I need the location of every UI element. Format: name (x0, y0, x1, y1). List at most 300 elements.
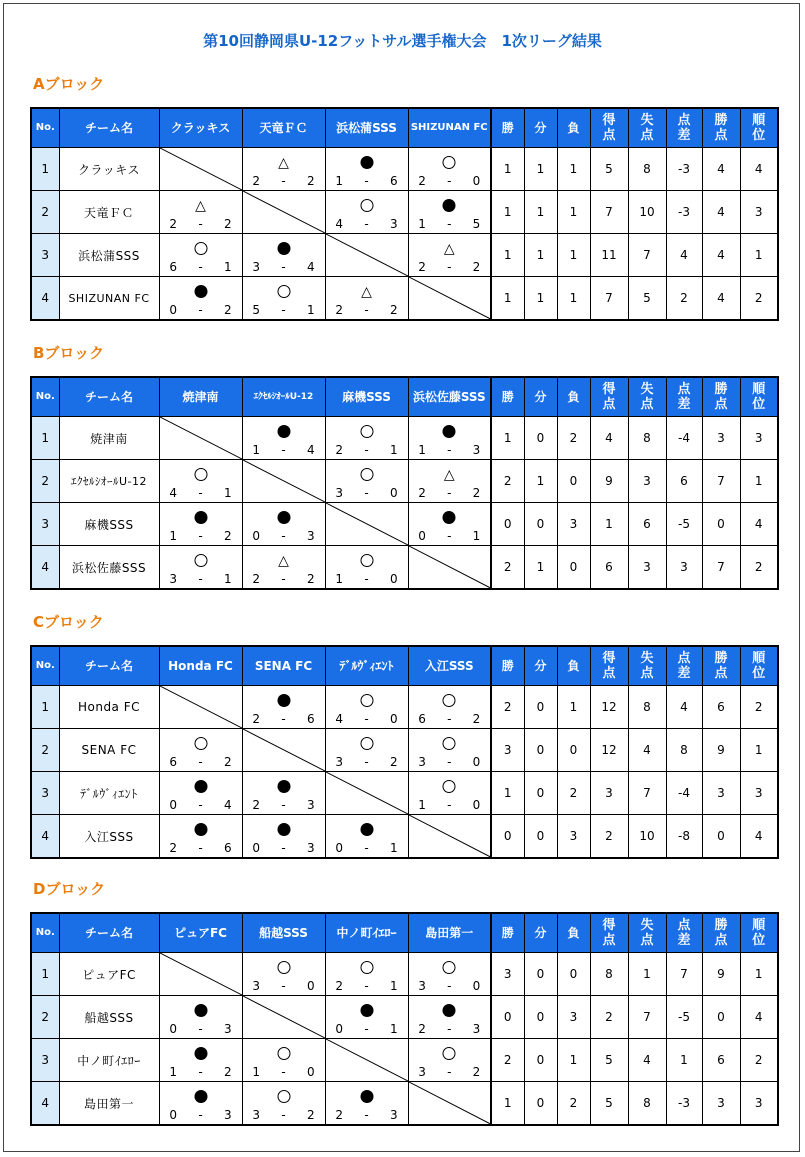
team-row (31, 417, 778, 460)
header-stat: 得 点 (590, 913, 628, 953)
filled-circle-icon (360, 1090, 373, 1103)
open-circle-icon (443, 156, 456, 169)
score-against: 6 (223, 841, 232, 855)
score-for: 3 (418, 979, 426, 993)
header-row (31, 377, 778, 417)
score-against: 0 (389, 572, 398, 586)
team-row (31, 460, 778, 503)
score-dash: - (447, 174, 452, 188)
stat-losses: 0 (557, 460, 590, 503)
stat-goals-for: 2 (590, 996, 628, 1039)
stat-wins: 0 (491, 503, 524, 546)
stat-points: 7 (702, 460, 740, 503)
match-score (243, 842, 325, 854)
score-for: 2 (252, 798, 260, 812)
stat-goal-diff: 4 (666, 234, 702, 277)
match-score (243, 261, 325, 273)
stat-goals-for: 7 (590, 277, 628, 321)
score-against: 2 (306, 572, 315, 586)
team-name: ｴｸｾﾙｼｵｰﾙU-12 (59, 460, 159, 503)
team-name: 浜松蒲SSS (59, 234, 159, 277)
score-for: 3 (252, 979, 260, 993)
match-cell (159, 1039, 242, 1082)
score-dash: - (364, 979, 369, 993)
stat-goals-for: 2 (590, 815, 628, 859)
stat-points: 3 (702, 417, 740, 460)
header-stat: 得 点 (590, 108, 628, 148)
score-for: 0 (169, 798, 177, 812)
score-against: 2 (472, 486, 481, 500)
diagonal-line (243, 729, 325, 771)
stat-goals-against: 1 (628, 953, 666, 996)
score-dash: - (198, 217, 203, 231)
score-dash: - (364, 443, 369, 457)
stat-losses: 1 (557, 686, 590, 729)
stat-losses: 3 (557, 815, 590, 859)
stat-draws: 1 (524, 460, 557, 503)
stat-rank: 3 (740, 417, 778, 460)
score-dash: - (281, 1065, 286, 1079)
self-match-cell (325, 234, 408, 277)
header-opponent: 麻機SSS (325, 377, 408, 417)
header-opponent: 天竜ＦＣ (242, 108, 325, 148)
open-circle-icon (360, 737, 373, 750)
score-for: 2 (418, 1022, 426, 1036)
draw-triangle-icon (278, 156, 289, 170)
open-circle-icon (443, 737, 456, 750)
block-label: Cブロック (33, 613, 104, 631)
stat-goals-against: 3 (628, 460, 666, 503)
score-for: 0 (335, 841, 343, 855)
diagonal-line (409, 1082, 491, 1124)
match-score (160, 1109, 242, 1121)
match-cell (159, 191, 242, 234)
self-match-cell (242, 191, 325, 234)
header-stat: 勝 (491, 646, 524, 686)
row-number: 4 (31, 277, 59, 321)
score-dash: - (364, 1022, 369, 1036)
stat-goal-diff: -3 (666, 148, 702, 191)
stat-goals-for: 12 (590, 686, 628, 729)
match-score (409, 1023, 491, 1035)
results-table (30, 645, 779, 859)
header-stat: 点 差 (666, 377, 702, 417)
win-circle-icon (277, 1090, 290, 1106)
team-name: クラッキス (59, 148, 159, 191)
win-circle-icon (360, 554, 373, 570)
score-for: 3 (169, 572, 177, 586)
match-cell (242, 503, 325, 546)
row-number: 3 (31, 772, 59, 815)
score-dash: - (364, 174, 369, 188)
match-cell (408, 1039, 491, 1082)
score-dash: - (447, 1022, 452, 1036)
stat-goals-for: 1 (590, 503, 628, 546)
stat-wins: 1 (491, 1082, 524, 1126)
header-opponent: ﾃﾞﾙｳﾞｨｴﾝﾄ (325, 646, 408, 686)
team-name: ﾃﾞﾙｳﾞｨｴﾝﾄ (59, 772, 159, 815)
stat-goal-diff: 3 (666, 546, 702, 590)
stat-rank: 1 (740, 953, 778, 996)
stat-goal-diff: -3 (666, 191, 702, 234)
team-name: 船越SSS (59, 996, 159, 1039)
score-against: 3 (389, 217, 398, 231)
header-opponent: SENA FC (242, 646, 325, 686)
match-cell (242, 277, 325, 321)
score-for: 0 (169, 1022, 177, 1036)
stat-goals-against: 4 (628, 1039, 666, 1082)
score-against: 6 (306, 712, 315, 726)
score-for: 2 (252, 572, 260, 586)
score-dash: - (447, 217, 452, 231)
stat-rank: 3 (740, 191, 778, 234)
self-match-cell (408, 1082, 491, 1126)
team-name: Honda FC (59, 686, 159, 729)
stat-draws: 0 (524, 503, 557, 546)
loss-dot-icon (194, 1090, 207, 1106)
score-for: 1 (418, 443, 426, 457)
stat-rank: 1 (740, 729, 778, 772)
score-for: 2 (169, 217, 177, 231)
draw-triangle-icon (361, 285, 372, 299)
stat-goals-against: 6 (628, 503, 666, 546)
stat-points: 4 (702, 277, 740, 321)
match-cell (242, 686, 325, 729)
loss-dot-icon (277, 425, 290, 441)
diagonal-line (326, 772, 408, 814)
stat-rank: 2 (740, 1039, 778, 1082)
self-match-cell (408, 546, 491, 590)
stat-points: 6 (702, 686, 740, 729)
filled-circle-icon (194, 285, 207, 298)
draw-triangle-icon (444, 242, 455, 256)
team-row (31, 729, 778, 772)
diagonal-line (326, 234, 408, 276)
stat-wins: 1 (491, 234, 524, 277)
team-name: SHIZUNAN FC (59, 277, 159, 321)
self-match-cell (159, 417, 242, 460)
draw-triangle-icon (195, 199, 206, 213)
match-cell (159, 503, 242, 546)
stat-goal-diff: -5 (666, 996, 702, 1039)
score-for: 2 (252, 174, 260, 188)
team-name: 浜松佐藤SSS (59, 546, 159, 590)
loss-dot-icon (277, 242, 290, 258)
header-opponent: 島田第一 (408, 913, 491, 953)
score-dash: - (281, 260, 286, 274)
match-cell (242, 417, 325, 460)
score-for: 0 (169, 303, 177, 317)
score-against: 1 (306, 303, 315, 317)
match-score (409, 487, 491, 499)
stat-goals-against: 4 (628, 729, 666, 772)
diagonal-line (409, 277, 491, 319)
row-number: 2 (31, 996, 59, 1039)
score-dash: - (447, 260, 452, 274)
stat-losses: 1 (557, 148, 590, 191)
match-score (243, 713, 325, 725)
match-cell (159, 234, 242, 277)
match-cell (325, 148, 408, 191)
stat-goals-against: 8 (628, 686, 666, 729)
stat-points: 4 (702, 234, 740, 277)
header-no: No. (31, 913, 59, 953)
win-circle-icon (443, 737, 456, 753)
score-dash: - (364, 841, 369, 855)
header-stat: 勝 点 (702, 913, 740, 953)
team-row (31, 1082, 778, 1126)
header-stat: 負 (557, 108, 590, 148)
stat-goal-diff: -4 (666, 772, 702, 815)
score-against: 3 (223, 1022, 232, 1036)
match-score (160, 218, 242, 230)
match-score (326, 573, 408, 585)
stat-goal-diff: -3 (666, 1082, 702, 1126)
block-label: Dブロック (33, 880, 106, 898)
stat-points: 3 (702, 772, 740, 815)
match-cell (408, 460, 491, 503)
stat-points: 6 (702, 1039, 740, 1082)
header-stat: 失 点 (628, 646, 666, 686)
header-opponent: 浜松佐藤SSS (408, 377, 491, 417)
match-score (409, 756, 491, 768)
diagonal-line (243, 460, 325, 502)
score-dash: - (198, 486, 203, 500)
team-name: 焼津南 (59, 417, 159, 460)
stat-draws: 0 (524, 686, 557, 729)
match-cell (242, 546, 325, 590)
score-against: 2 (306, 174, 315, 188)
match-score (326, 444, 408, 456)
score-for: 0 (252, 529, 260, 543)
match-score (409, 218, 491, 230)
filled-circle-icon (194, 1004, 207, 1017)
score-against: 2 (223, 529, 232, 543)
stat-goal-diff: 6 (666, 460, 702, 503)
header-stat: 負 (557, 913, 590, 953)
score-for: 0 (418, 529, 426, 543)
score-for: 1 (252, 1065, 260, 1079)
score-for: 1 (252, 443, 260, 457)
score-dash: - (198, 529, 203, 543)
score-against: 0 (472, 798, 481, 812)
score-dash: - (364, 303, 369, 317)
header-stat: 得 点 (590, 377, 628, 417)
row-number: 4 (31, 546, 59, 590)
stat-rank: 4 (740, 148, 778, 191)
filled-circle-icon (360, 1004, 373, 1017)
score-dash: - (198, 1022, 203, 1036)
open-circle-icon (194, 242, 207, 255)
open-circle-icon (360, 468, 373, 481)
win-circle-icon (360, 694, 373, 710)
header-stat: 分 (524, 108, 557, 148)
diagonal-line (409, 815, 491, 857)
score-for: 3 (418, 1065, 426, 1079)
stat-wins: 1 (491, 772, 524, 815)
results-table (30, 107, 779, 321)
stat-goals-against: 7 (628, 996, 666, 1039)
stat-goal-diff: -8 (666, 815, 702, 859)
stat-wins: 1 (491, 148, 524, 191)
score-against: 4 (223, 798, 232, 812)
team-name: 麻機SSS (59, 503, 159, 546)
filled-circle-icon (360, 823, 373, 836)
header-stat: 点 差 (666, 913, 702, 953)
score-dash: - (198, 1065, 203, 1079)
diagonal-line (160, 417, 242, 459)
match-score (243, 573, 325, 585)
row-number: 3 (31, 234, 59, 277)
match-score (243, 1066, 325, 1078)
score-against: 1 (472, 529, 481, 543)
stat-draws: 0 (524, 772, 557, 815)
loss-dot-icon (194, 1004, 207, 1020)
score-dash: - (198, 1108, 203, 1122)
header-team-name: チーム名 (59, 646, 159, 686)
match-cell (159, 996, 242, 1039)
header-no: No. (31, 377, 59, 417)
header-team-name: チーム名 (59, 377, 159, 417)
stat-draws: 1 (524, 546, 557, 590)
win-circle-icon (443, 694, 456, 710)
match-cell (325, 460, 408, 503)
page-title: 第10回静岡県U-12フットサル選手権大会 1次リーグ結果 (203, 32, 602, 50)
score-against: 6 (389, 174, 398, 188)
open-circle-icon (360, 425, 373, 438)
stat-goals-for: 12 (590, 729, 628, 772)
team-row (31, 686, 778, 729)
score-dash: - (281, 572, 286, 586)
score-against: 0 (306, 1065, 315, 1079)
stat-losses: 2 (557, 1082, 590, 1126)
header-stat: 勝 (491, 913, 524, 953)
match-score (243, 175, 325, 187)
row-number: 2 (31, 460, 59, 503)
score-against: 2 (306, 1108, 315, 1122)
win-circle-icon (194, 554, 207, 570)
match-score (243, 799, 325, 811)
self-match-cell (408, 815, 491, 859)
score-for: 1 (418, 217, 426, 231)
score-dash: - (281, 303, 286, 317)
score-against: 3 (306, 798, 315, 812)
score-dash: - (198, 841, 203, 855)
score-for: 6 (169, 755, 177, 769)
score-dash: - (198, 303, 203, 317)
stat-goals-for: 7 (590, 191, 628, 234)
match-score (160, 487, 242, 499)
row-number: 3 (31, 503, 59, 546)
match-score (326, 842, 408, 854)
stat-goals-against: 7 (628, 234, 666, 277)
score-for: 3 (418, 755, 426, 769)
header-row (31, 646, 778, 686)
score-for: 2 (335, 303, 343, 317)
open-circle-icon (360, 199, 373, 212)
team-name: 天竜ＦＣ (59, 191, 159, 234)
diagonal-line (409, 546, 491, 588)
stat-rank: 3 (740, 772, 778, 815)
score-against: 2 (389, 755, 398, 769)
team-row (31, 815, 778, 859)
filled-circle-icon (194, 780, 207, 793)
score-dash: - (447, 486, 452, 500)
match-cell (325, 996, 408, 1039)
diagonal-line (160, 148, 242, 190)
stat-rank: 1 (740, 234, 778, 277)
stat-draws: 1 (524, 148, 557, 191)
match-cell (159, 1082, 242, 1126)
score-dash: - (281, 443, 286, 457)
match-score (243, 444, 325, 456)
match-score (160, 1023, 242, 1035)
loss-dot-icon (360, 1004, 373, 1020)
loss-dot-icon (443, 1004, 456, 1020)
team-row (31, 953, 778, 996)
row-number: 4 (31, 1082, 59, 1126)
filled-circle-icon (277, 511, 290, 524)
stat-wins: 2 (491, 546, 524, 590)
score-against: 2 (389, 303, 398, 317)
score-for: 2 (169, 841, 177, 855)
stat-rank: 4 (740, 815, 778, 859)
self-match-cell (408, 277, 491, 321)
score-dash: - (447, 529, 452, 543)
match-cell (408, 953, 491, 996)
match-score (160, 1066, 242, 1078)
match-cell (242, 1082, 325, 1126)
triangle-icon: △ (278, 155, 289, 171)
team-row (31, 772, 778, 815)
score-against: 3 (472, 443, 481, 457)
stat-draws: 0 (524, 1082, 557, 1126)
row-number: 1 (31, 953, 59, 996)
score-against: 3 (472, 1022, 481, 1036)
match-cell (159, 772, 242, 815)
score-against: 1 (389, 841, 398, 855)
score-against: 3 (389, 1108, 398, 1122)
stat-rank: 2 (740, 277, 778, 321)
header-stat: 順 位 (740, 108, 778, 148)
header-stat: 勝 点 (702, 377, 740, 417)
score-dash: - (447, 443, 452, 457)
header-opponent: クラッキス (159, 108, 242, 148)
match-cell (408, 503, 491, 546)
match-cell (242, 1039, 325, 1082)
stat-losses: 1 (557, 1039, 590, 1082)
stat-goals-against: 8 (628, 148, 666, 191)
score-dash: - (198, 755, 203, 769)
header-stat: 負 (557, 377, 590, 417)
match-cell (325, 1082, 408, 1126)
stat-wins: 1 (491, 277, 524, 321)
stat-points: 4 (702, 191, 740, 234)
loss-dot-icon (360, 823, 373, 839)
score-against: 2 (472, 712, 481, 726)
stat-goals-for: 5 (590, 148, 628, 191)
row-number: 1 (31, 686, 59, 729)
match-cell (325, 686, 408, 729)
row-number: 2 (31, 729, 59, 772)
score-dash: - (364, 217, 369, 231)
score-against: 2 (223, 1065, 232, 1079)
diagonal-line (326, 503, 408, 545)
loss-dot-icon (194, 511, 207, 527)
loss-dot-icon (194, 1047, 207, 1063)
win-circle-icon (443, 780, 456, 796)
self-match-cell (242, 460, 325, 503)
